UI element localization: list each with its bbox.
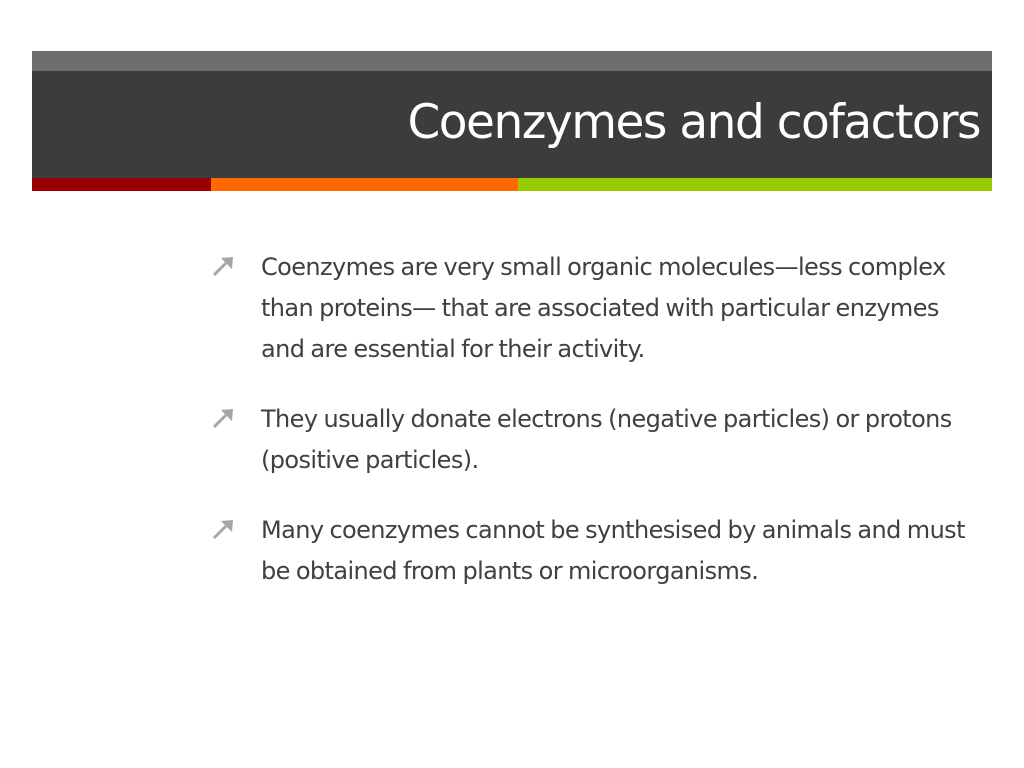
slide-title: Coenzymes and cofactors: [407, 95, 980, 150]
bullet-item: [212, 399, 987, 481]
bullet-text: Many coenzymes cannot be synthesised by animals and must be obtained from plants or microorganisms.: [261, 516, 965, 585]
arrow-up-right-icon: [212, 256, 234, 278]
accent-segment-green: [518, 178, 992, 191]
arrow-up-right-icon: [212, 519, 234, 541]
bullet-text: Coenzymes are very small organic molecules—less complex than proteins— that are associated with particular enzymes and are essential for their activity.: [261, 253, 946, 363]
arrow-up-right-icon: [212, 408, 234, 430]
bullet-list: [212, 247, 987, 621]
bullet-text: They usually donate electrons (negative particles) or protons (positive particles).: [261, 405, 952, 474]
accent-segment-red: [32, 178, 211, 191]
header-band: [32, 71, 992, 178]
accent-bar: [32, 178, 992, 191]
header-top-strip: [32, 51, 992, 71]
bullet-item: [212, 247, 987, 370]
bullet-item: [212, 510, 987, 592]
accent-segment-orange: [211, 178, 518, 191]
